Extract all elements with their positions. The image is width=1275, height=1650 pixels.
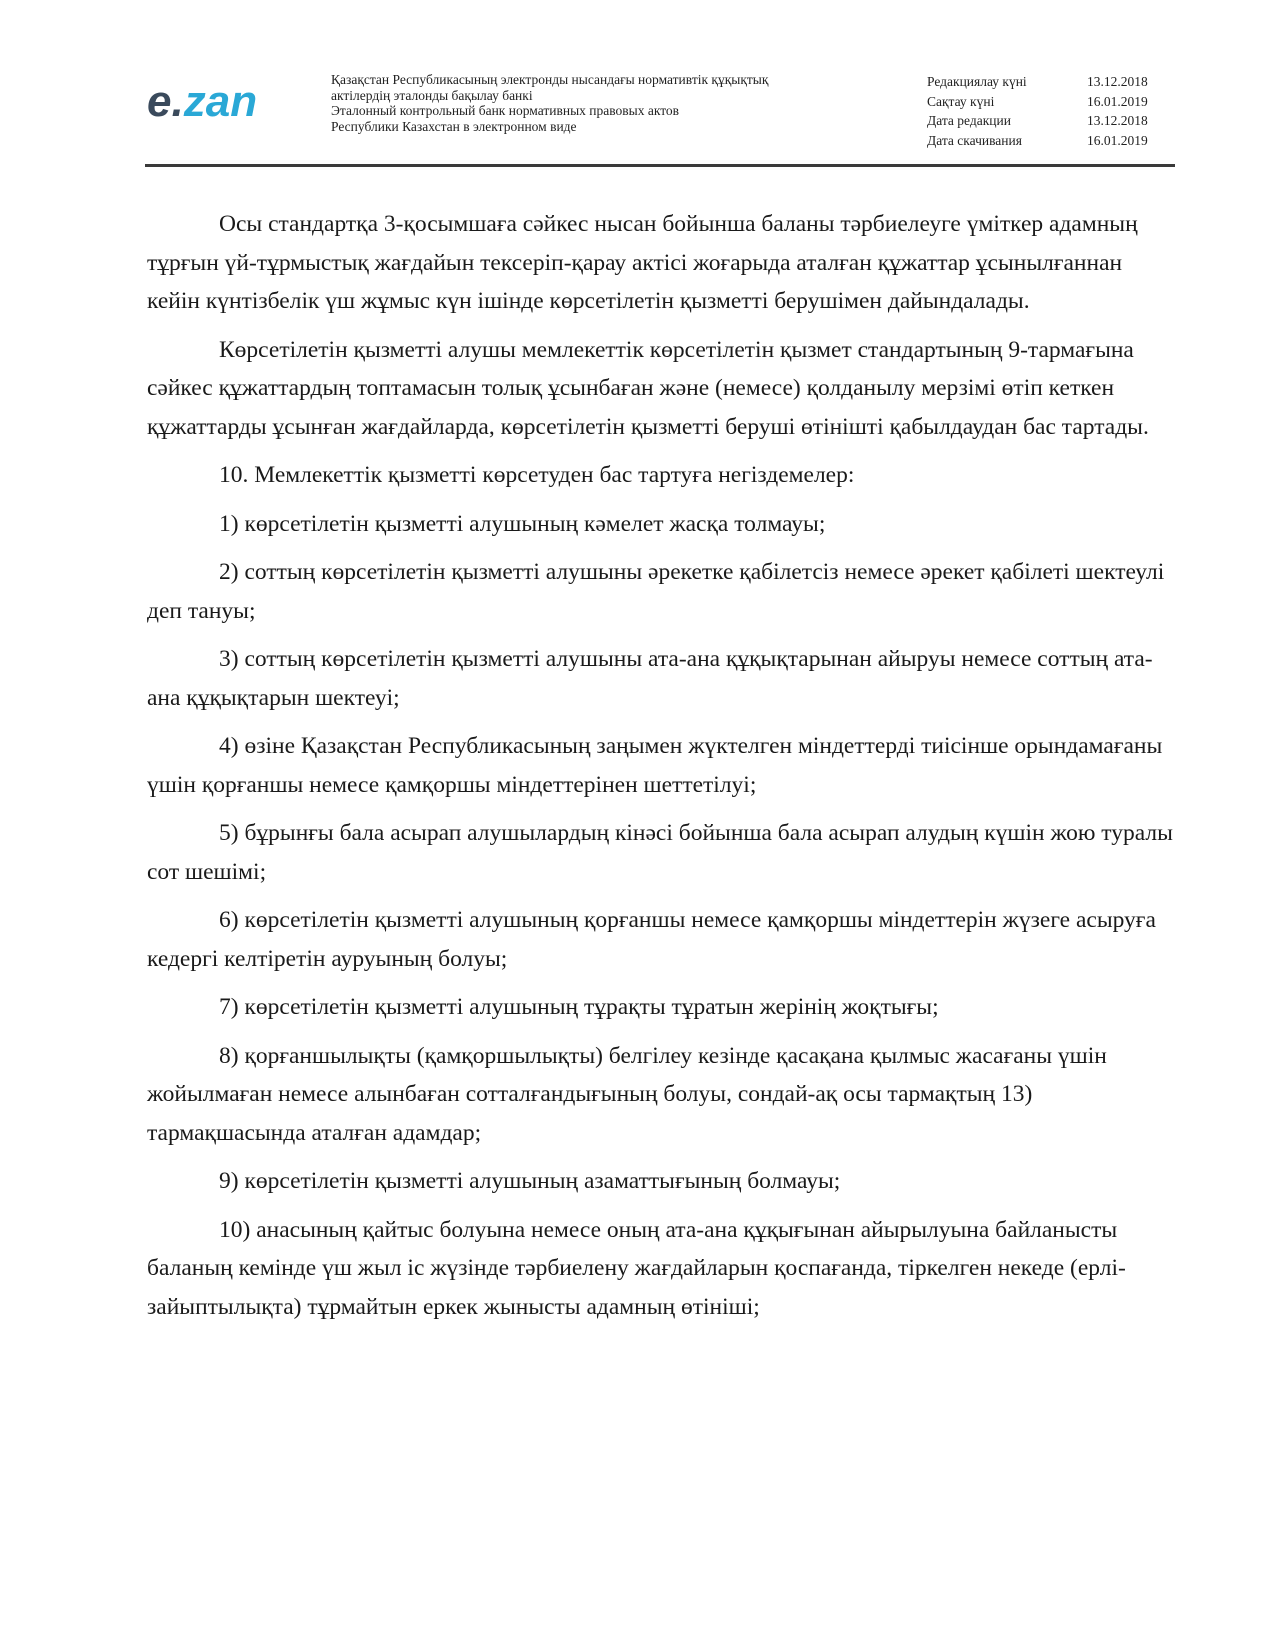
description-line: актілердің эталонды бақылау банкі	[331, 87, 533, 103]
paragraph: 7) көрсетілетін қызметті алушының тұрақты тұратын жерінің жоқтығы;	[219, 994, 939, 1020]
header-description	[331, 72, 891, 134]
meta-row-download-date-ru	[927, 131, 1177, 151]
paragraph: 3) соттың көрсетілетін қызметті алушыны ата-ана құқықтарынан айыруы немесе соттың ата-ана құқықтарын шектеуі;	[147, 646, 1153, 711]
paragraph: Осы стандартқа 3-қосымшаға сәйкес нысан бойынша баланы тәрбиелеуге үміткер адамның тұрғын үй-тұрмыстық жағдайын тексеріп-қарау актісі жоғарыда аталған құжаттар ұсынылғаннан кейін күнтізбелік үш жұмыс күн ішінде көрсетілетін қызметті берушімен дайындалады.	[147, 211, 1138, 314]
document-body	[147, 205, 1177, 1336]
meta-label: Сақтау күні	[927, 93, 995, 109]
header-divider	[145, 164, 1175, 167]
paragraph: 8) қорғаншылықты (қамқоршылықты) белгілеу кезінде қасақана қылмыс жасағаны үшін жойылмаған немесе алынбаған сотталғандығының болуы, сондай-ақ осы тармақтың 13) тармақшасында аталған адамдар;	[147, 1042, 1107, 1146]
meta-row-edit-date-kz	[927, 72, 1177, 92]
meta-value: 13.12.2018	[1087, 74, 1148, 89]
paragraph: 10. Мемлекеттік қызметті көрсетуден бас тартуға негіздемелер:	[219, 462, 855, 488]
meta-row-edit-date-ru	[927, 111, 1177, 131]
meta-value: 13.12.2018	[1087, 113, 1148, 128]
description-line: Республики Казахстан в электронном виде	[331, 118, 577, 134]
meta-value: 16.01.2019	[1087, 132, 1148, 148]
paragraph: 9) көрсетілетін қызметті алушының азаматтығының болмауы;	[219, 1168, 841, 1194]
paragraph: 6) көрсетілетін қызметті алушының қорғаншы немесе қамқоршы міндеттерін жүзеге асыруға кедергі келтіретін ауруының болуы;	[147, 907, 1156, 972]
paragraph: Көрсетілетін қызметті алушы мемлекеттік көрсетілетін қызмет стандартының 9-тармағына сәйкес құжаттардың топтамасын толық ұсынбаған және (немесе) қолданылу мерзімі өтіп кеткен құжаттарды ұсынған жағдайларда, көрсетілетін қызметті беруші өтінішті қабылдаудан бас тартады.	[147, 336, 1149, 440]
paragraph: 10) анасының қайтыс болуына немесе оның ата-ана құқығынан айырылуына байланысты баланың кемінде үш жыл іс жүзінде тәрбиелену жағдайларын қоспағанда, тіркелген некеде (ерлі-зайыптылықта) тұрмайтын еркек жынысты адамның өтініші;	[147, 1216, 1126, 1320]
ezan-logo: e.zan	[147, 77, 258, 126]
paragraph: 1) көрсетілетін қызметті алушының кәмелет жасқа толмауы;	[219, 510, 826, 537]
meta-value: 16.01.2019	[1087, 93, 1148, 109]
document-header	[145, 64, 1175, 166]
meta-label: Дата редакции	[927, 113, 1011, 128]
paragraph: 5) бұрынғы бала асырап алушылардың кінәсі бойынша бала асырап алудың күшін жою туралы сот шешімі;	[147, 820, 1173, 885]
description-line: Қазақстан Республикасының электронды нысандағы нормативтік құқықтық	[331, 72, 769, 87]
meta-label: Дата скачивания	[927, 132, 1022, 148]
header-meta	[927, 72, 1177, 150]
meta-row-save-date-kz	[927, 92, 1177, 112]
paragraph: 2) соттың көрсетілетін қызметті алушыны әрекетке қабілетсіз немесе әрекет қабілеті шектеулі деп тануы;	[147, 559, 1165, 624]
meta-label: Редакциялау күні	[927, 74, 1027, 89]
paragraph: 4) өзіне Қазақстан Республикасының заңымен жүктелген міндеттерді тиісінше орындамағаны үшін қорғаншы немесе қамқоршы міндеттерінен шеттетілуі;	[147, 733, 1163, 798]
description-line: Эталонный контрольный банк нормативных правовых актов	[331, 103, 680, 118]
